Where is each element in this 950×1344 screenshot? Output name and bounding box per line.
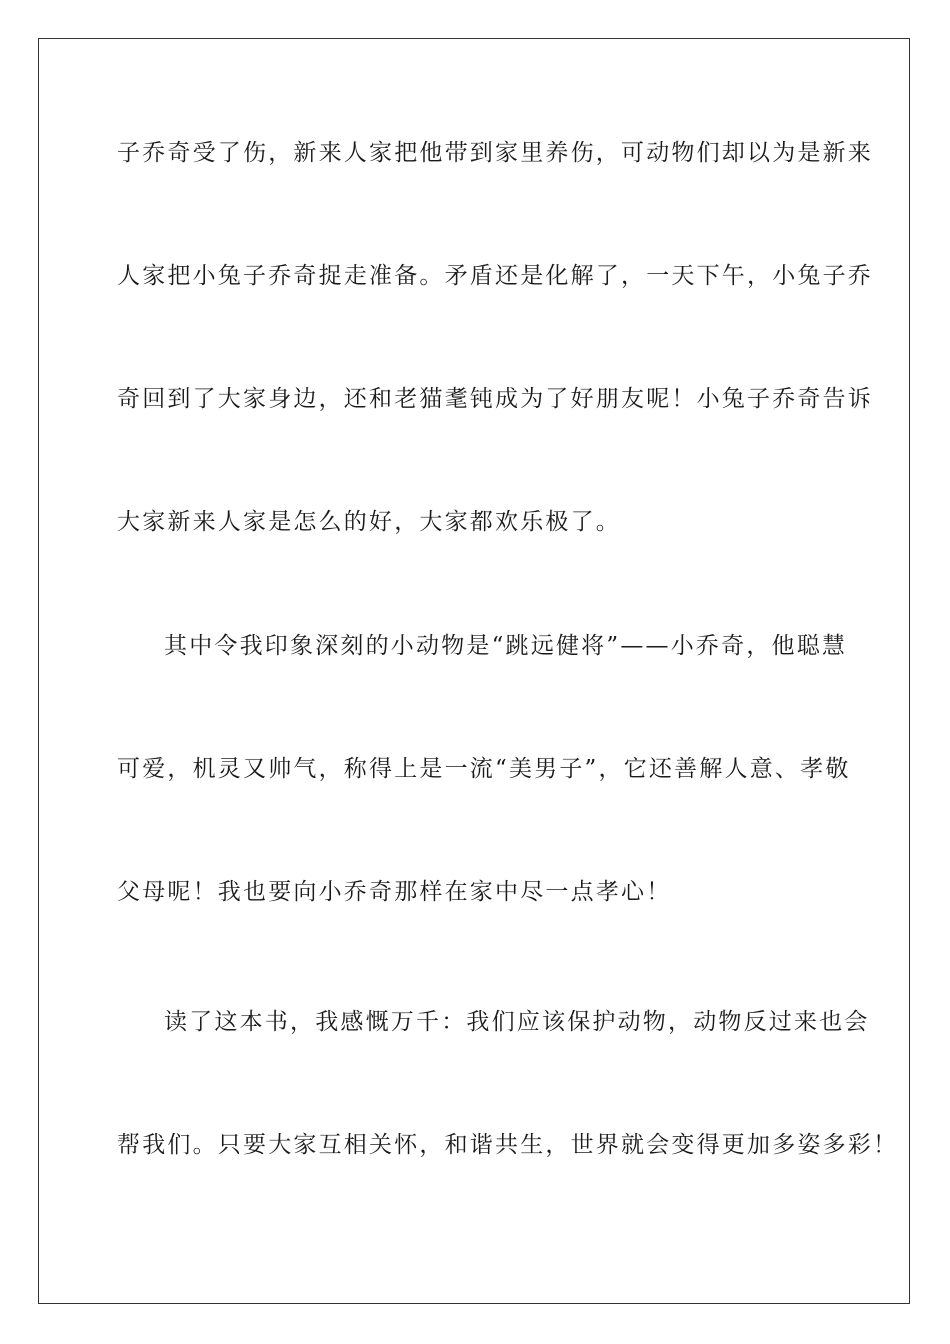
paragraph-line-8: 读了这本书，我感慨万千：我们应该保护动物，动物反过来也会 — [164, 1009, 870, 1035]
paragraph-line-4: 大家新来人家是怎么的好，大家都欢乐极了。 — [117, 509, 621, 535]
paragraph-line-1: 子乔奇受了伤，新来人家把他带到家里养伤，可动物们却以为是新来 — [117, 140, 873, 166]
paragraph-line-9: 帮我们。只要大家互相关怀，和谐共生，世界就会变得更加多姿多彩！ — [117, 1132, 899, 1158]
paragraph-line-5: 其中令我印象深刻的小动物是“跳远健将”——小乔奇，他聪慧 — [164, 633, 848, 659]
paragraph-line-7: 父母呢！我也要向小乔奇那样在家中尽一点孝心！ — [117, 879, 672, 905]
paragraph-line-6: 可爱，机灵又帅气，称得上是一流“美男子”，它还善解人意、孝敬 — [117, 756, 851, 782]
paragraph-line-2: 人家把小兔子乔奇捉走准备。矛盾还是化解了，一天下午，小兔子乔 — [117, 263, 873, 289]
paragraph-line-3: 奇回到了大家身边，还和老猫耄钝成为了好朋友呢！小兔子乔奇告诉 — [117, 386, 873, 412]
page-border — [38, 38, 910, 1304]
